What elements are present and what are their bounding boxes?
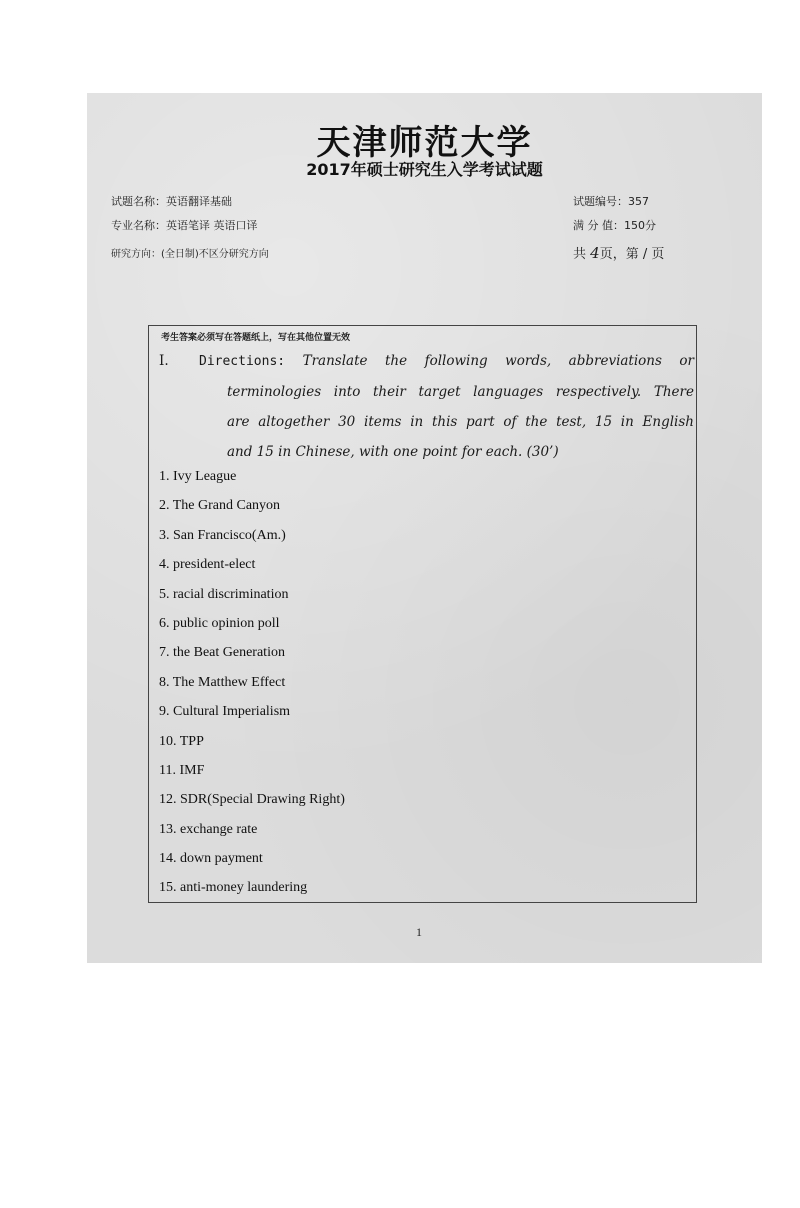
list-item: 3. San Francisco(Am.) bbox=[159, 527, 286, 543]
section-directions bbox=[159, 346, 694, 467]
directions-line-3: are altogether 30 items in this part of the test, 15 in English bbox=[227, 414, 694, 430]
list-item: 2. The Grand Canyon bbox=[159, 498, 281, 514]
question-box bbox=[148, 325, 697, 903]
term-list bbox=[159, 462, 345, 903]
list-item: 15. anti-money laundering bbox=[159, 880, 308, 896]
answer-notice: 考生答案必须写在答题纸上，写在其他位置无效 bbox=[161, 333, 351, 343]
list-item: 9. Cultural Imperialism bbox=[159, 704, 291, 720]
university-name: 天津师范大学 bbox=[316, 123, 533, 163]
directions-line-1: Translate the following words, abbreviations or bbox=[302, 353, 694, 369]
scanned-exam-page bbox=[87, 93, 762, 963]
list-item: 11. IMF bbox=[159, 762, 205, 778]
exam-title: 2017年硕士研究生入学考试试题 bbox=[306, 160, 543, 179]
page-count bbox=[573, 243, 664, 262]
directions-line-2: terminologies into their target languages respectively. There bbox=[227, 384, 694, 400]
list-item: 8. The Matthew Effect bbox=[159, 674, 286, 690]
list-item: 12. SDR(Special Drawing Right) bbox=[159, 792, 345, 808]
pages-prefix: 共 bbox=[573, 247, 587, 262]
major-name: 专业名称：英语笔译 英语口译 bbox=[111, 219, 258, 232]
directions-label: Directions: bbox=[199, 354, 286, 369]
list-item: 10. TPP bbox=[159, 733, 204, 749]
pages-suffix: 页，第 / 页 bbox=[599, 247, 665, 262]
research-direction: 研究方向：(全日制)不区分研究方向 bbox=[111, 249, 269, 260]
subject-name: 试题名称：英语翻译基础 bbox=[111, 195, 232, 208]
page-number: 1 bbox=[416, 925, 422, 939]
list-item: 13. exchange rate bbox=[159, 821, 258, 837]
full-score: 满 分 值：150分 bbox=[573, 219, 656, 232]
list-item: 6. public opinion poll bbox=[159, 615, 280, 631]
pages-total: 4 bbox=[590, 244, 600, 262]
section-number: I. bbox=[159, 353, 169, 369]
exam-code: 试题编号：357 bbox=[573, 195, 649, 208]
directions-line-4: and 15 in Chinese, with one point for each. (30’) bbox=[227, 444, 559, 460]
list-item: 14. down payment bbox=[159, 851, 263, 867]
list-item: 7. the Beat Generation bbox=[159, 645, 285, 661]
list-item: 1. Ivy League bbox=[159, 469, 237, 484]
list-item: 5. racial discrimination bbox=[159, 586, 289, 602]
list-item: 4. president-elect bbox=[159, 557, 256, 573]
